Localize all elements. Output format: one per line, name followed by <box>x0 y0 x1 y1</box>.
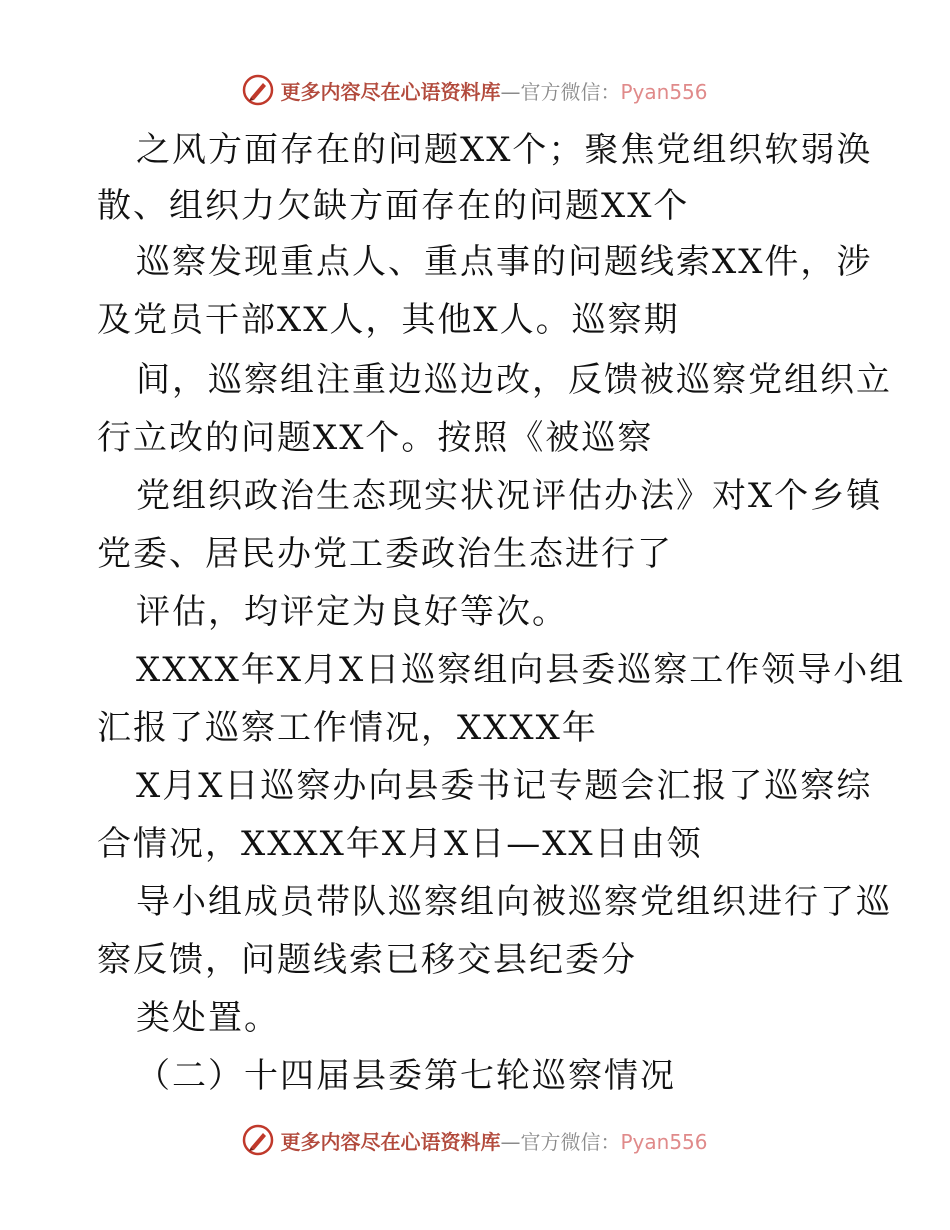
watermark-site: 更多内容尽在心语资料库 <box>280 79 501 104</box>
body-line: 类处置。 <box>136 998 280 1038</box>
body-line: 之风方面存在的问题XX个；聚焦党组织软弱涣 <box>136 130 873 170</box>
body-line: 导小组成员带队巡察组向被巡察党组织进行了巡 <box>136 882 892 922</box>
watermark-text <box>280 76 707 105</box>
body-line: 间，巡察组注重边巡边改，反馈被巡察党组织立 <box>136 360 892 400</box>
watermark-wechat-label: 官方微信： <box>520 79 621 104</box>
pen-logo-icon <box>242 74 274 106</box>
body-line: X月X日巡察办向县委书记专题会汇报了巡察综 <box>136 766 873 806</box>
body-line: 评估，均评定为良好等次。 <box>136 592 568 632</box>
watermark-dash: — <box>500 1129 521 1154</box>
body-line: XXXX年X月X日巡察组向县委巡察工作领导小组 <box>136 650 906 690</box>
watermark-text <box>280 1126 707 1155</box>
body-line: 党组织政治生态现实状况评估办法》对X个乡镇 <box>136 476 883 516</box>
watermark-wechat-id: Pyan556 <box>620 79 708 104</box>
footer-watermark <box>0 1120 950 1160</box>
watermark-site: 更多内容尽在心语资料库 <box>280 1129 501 1154</box>
body-line: 党委、居民办党工委政治生态进行了 <box>97 534 673 574</box>
body-line: 察反馈，问题线索已移交县纪委分 <box>97 940 637 980</box>
watermark-dash: — <box>500 79 521 104</box>
body-line: 及党员干部XX人，其他X人。巡察期 <box>97 300 680 340</box>
body-line: 合情况，XXXX年X月X日—XX日由领 <box>97 824 703 864</box>
body-line: 巡察发现重点人、重点事的问题线索XX件，涉 <box>136 242 873 282</box>
body-line: 散、组织力欠缺方面存在的问题XX个 <box>97 186 690 226</box>
body-line: 行立改的问题XX个。按照《被巡察 <box>97 418 654 458</box>
pen-logo-icon <box>242 1124 274 1156</box>
body-line: 汇报了巡察工作情况，XXXX年 <box>97 708 598 748</box>
watermark-wechat-label: 官方微信： <box>520 1129 621 1154</box>
section-heading: （二）十四届县委第七轮巡察情况 <box>136 1056 676 1096</box>
header-watermark <box>0 70 950 110</box>
watermark-wechat-id: Pyan556 <box>620 1129 708 1154</box>
